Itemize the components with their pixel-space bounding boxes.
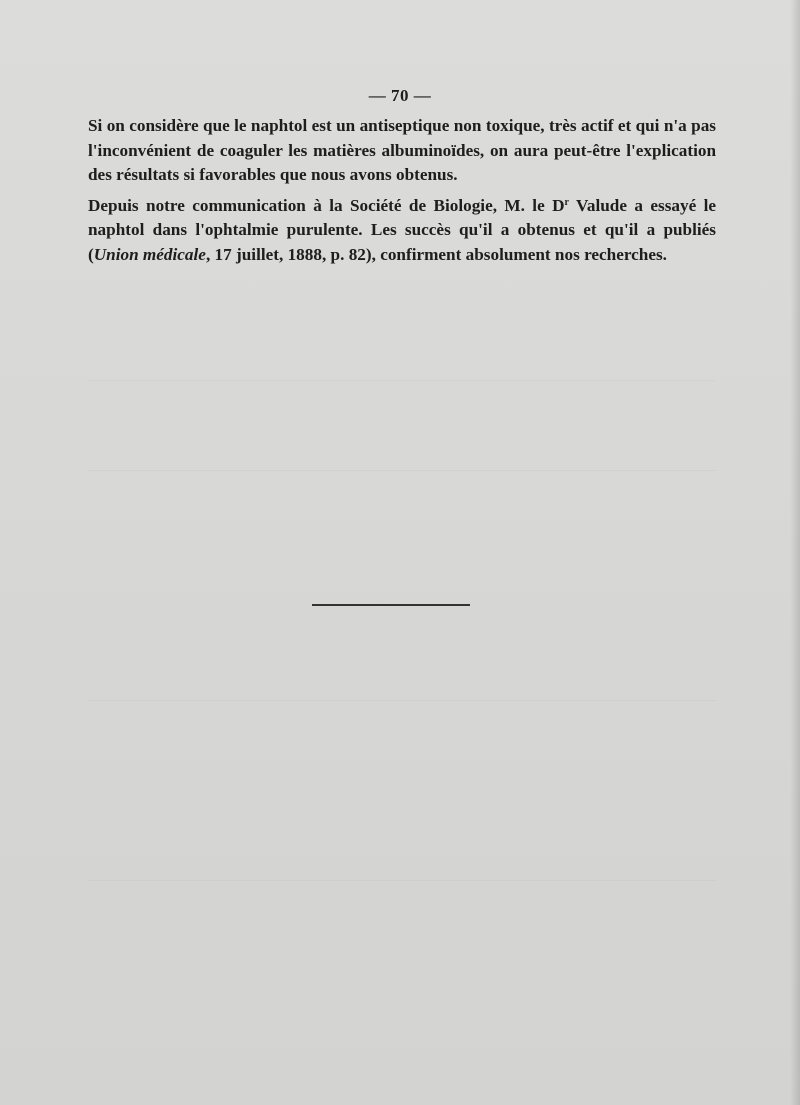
body-text xyxy=(88,114,716,271)
doctor-superscript: r xyxy=(564,196,569,208)
paragraph-2-part-2: Valude a essayé le naphtol dans l'ophtalmie purulente. Les succès qu'il a obtenus et qu'il a publiés ( xyxy=(88,195,716,264)
bleed-through-line xyxy=(88,880,716,881)
bleed-through-line xyxy=(88,470,716,471)
paragraph-2-part-3: , 17 juillet, 1888, p. 82), confirment absolument nos recherches. xyxy=(205,244,667,264)
paragraph-1: Si on considère que le naphtol est un antiseptique non toxique, très actif et qui n'a pas l'inconvénient de coaguler les matières albuminoïdes, on aura peut-être l'explication des résultats si favorables que nous avons obtenus. xyxy=(88,116,716,185)
paragraph-2 xyxy=(88,191,716,268)
page-number: — 70 — xyxy=(368,86,432,105)
bleed-through-line xyxy=(88,700,716,701)
bleed-through-line xyxy=(88,380,716,381)
section-divider-rule xyxy=(312,604,470,606)
paragraph-2-part-1: Depuis notre communication à la Société de Biologie, M. le D xyxy=(88,195,565,215)
citation-journal: Union médicale xyxy=(93,244,206,264)
